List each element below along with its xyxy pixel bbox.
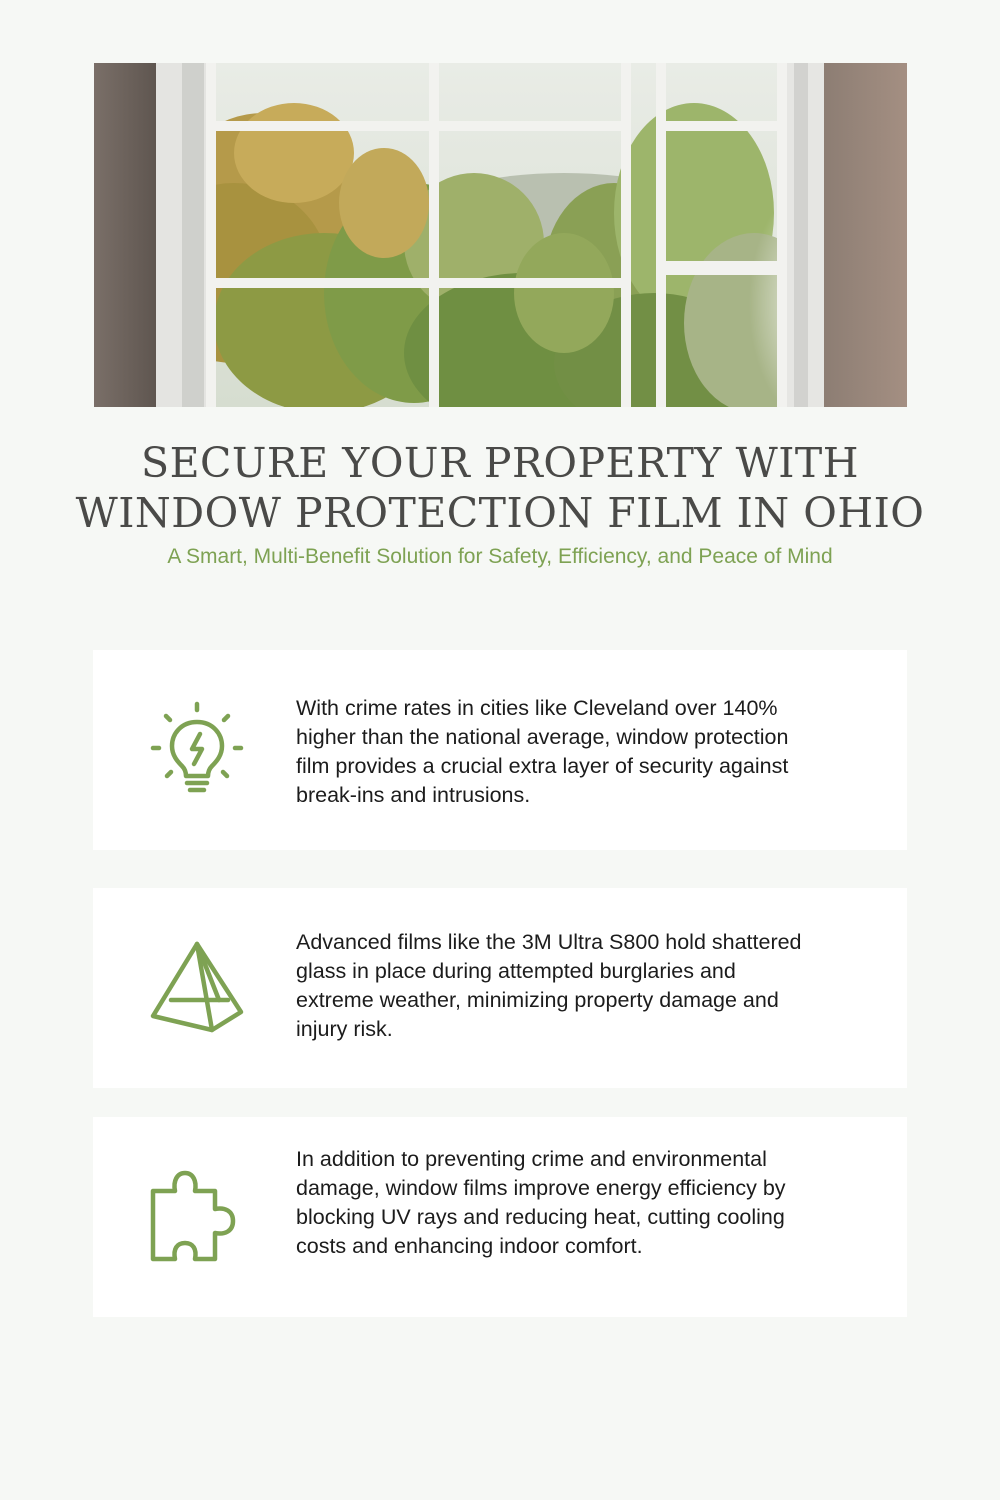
lightbulb-bolt-icon (143, 694, 251, 802)
hero-image (94, 63, 907, 407)
page-title: SECURE YOUR PROPERTY WITH WINDOW PROTECTION FILM IN OHIO (75, 439, 925, 537)
feature-card-security (93, 650, 907, 850)
feature-text: Advanced films like the 3M Ultra S800 hold shattered glass in place during attempted burglaries and extreme weather, minimizing property damage and injury risk. (296, 930, 802, 1041)
page-subtitle: A Smart, Multi-Benefit Solution for Safety, Efficiency, and Peace of Mind (167, 545, 833, 568)
feature-text: In addition to preventing crime and environmental damage, window films improve energy efficiency by blocking UV rays and reducing heat, cutting cooling costs and enhancing indoor comfort. (296, 1147, 786, 1258)
puzzle-piece-icon (143, 1163, 251, 1271)
feature-card-glass (93, 888, 907, 1088)
feature-text: With crime rates in cities like Cleveland over 140% higher than the national average, window protection film provides a crucial extra layer of security against break-ins and intrusions. (296, 696, 789, 807)
feature-card-efficiency (93, 1117, 907, 1317)
pyramid-icon (143, 934, 251, 1042)
